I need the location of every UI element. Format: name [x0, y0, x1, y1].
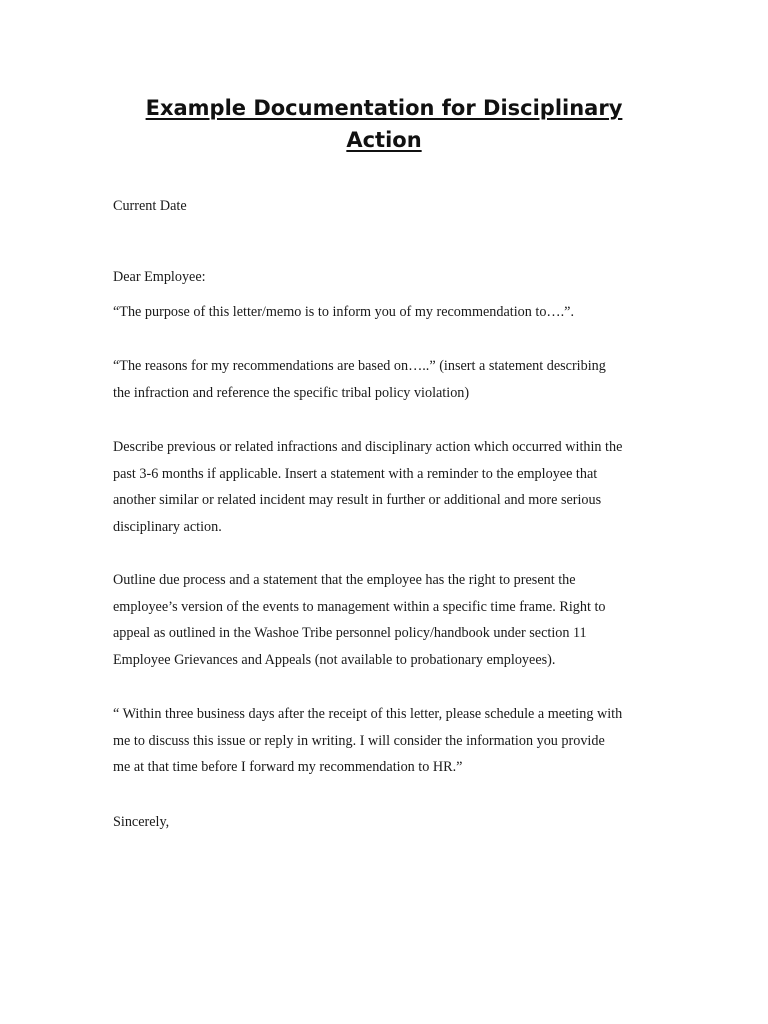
paragraph-previous-infractions	[113, 434, 661, 541]
process-line: Outline due process and a statement that the employee has the right to present the	[113, 572, 576, 588]
date-text: Current Date	[113, 198, 187, 214]
reasons-line: the infraction and reference the specific tribal policy violation)	[113, 384, 470, 401]
reasons-line: “The reasons for my recommendations are based on…..” (insert a statement describing	[113, 358, 606, 374]
paragraph-purpose	[113, 299, 661, 326]
previous-line: another similar or related incident may result in further or additional and more serious	[113, 492, 602, 509]
salutation	[113, 264, 661, 291]
paragraph-due-process	[113, 567, 661, 674]
process-line: employee’s version of the events to management within a specific time frame. Right to	[113, 598, 606, 615]
previous-line: Describe previous or related infractions and disciplinary action which occurred within the	[113, 439, 623, 455]
previous-line: past 3-6 months if applicable. Insert a statement with a reminder to the employee that	[113, 465, 598, 482]
document-title	[110, 92, 658, 156]
process-line: Employee Grievances and Appeals (not available to probationary employees).	[113, 652, 556, 669]
purpose-text: “The purpose of this letter/memo is to inform you of my recommendation to….”.	[113, 304, 574, 320]
title-line-1: Example Documentation for Disciplinary	[145, 96, 623, 120]
paragraph-reasons	[113, 353, 661, 406]
closing-text: Sincerely,	[113, 814, 170, 830]
process-line: appeal as outlined in the Washoe Tribe personnel policy/handbook under section 11	[113, 625, 587, 642]
previous-line: disciplinary action.	[113, 519, 222, 536]
meeting-line: “ Within three business days after the receipt of this letter, please schedule a meeting with	[113, 706, 623, 722]
paragraph-meeting	[113, 701, 661, 781]
meeting-line: me at that time before I forward my recommendation to HR.”	[113, 759, 463, 776]
salutation-text: Dear Employee:	[113, 269, 206, 285]
date-line	[113, 193, 661, 220]
closing	[113, 809, 661, 836]
title-line-2: Action	[346, 128, 422, 152]
meeting-line: me to discuss this issue or reply in writing. I will consider the information you provide	[113, 732, 605, 749]
